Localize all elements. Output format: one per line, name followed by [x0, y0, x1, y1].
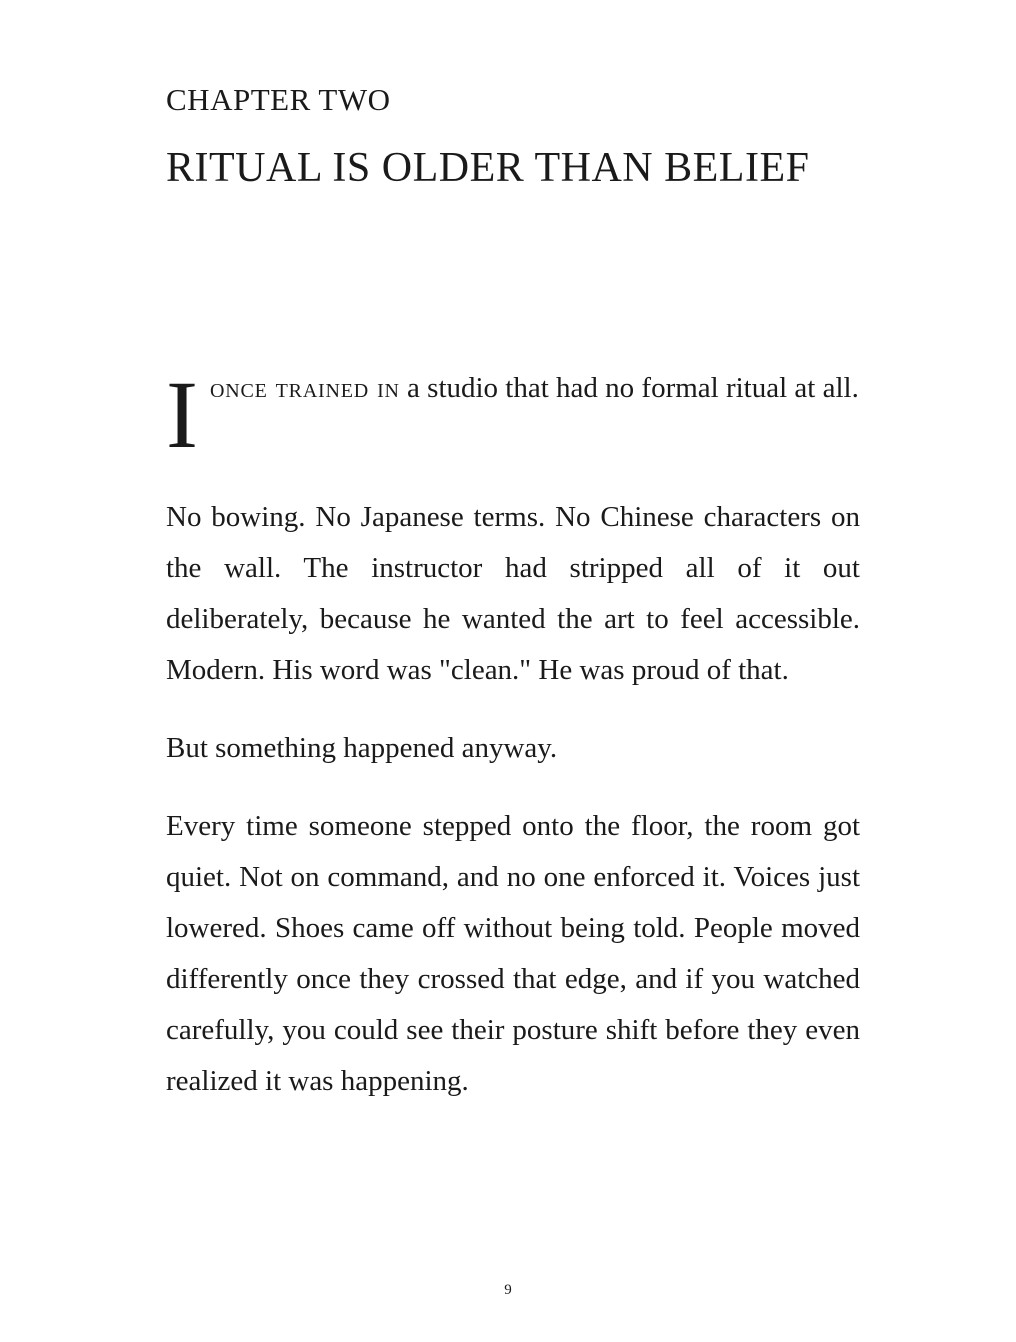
page-number: 9 — [504, 1282, 512, 1298]
lead-in-smallcaps: once trained in — [209, 372, 400, 404]
chapter-body — [166, 363, 860, 1134]
drop-cap: I — [166, 361, 198, 468]
paragraph: No bowing. No Japanese terms. No Chinese characters on the wall. The instructor had stripped all of it out deliberately, because he wanted the art to feel accessible. Modern. His word was "clean." He was proud of that. — [166, 501, 860, 686]
chapter-title: RITUAL IS OLDER THAN BELIEF — [166, 145, 810, 191]
opening-paragraph-text: a studio that had no formal ritual at all. — [399, 372, 859, 404]
chapter-label: CHAPTER TWO — [166, 82, 391, 117]
paragraph: But something happened anyway. — [166, 732, 558, 764]
paragraph: Every time someone stepped onto the floor, the room got quiet. Not on command, and no one enforced it. Voices just lowered. Shoes came off without being told. People moved differently once they crossed that edge, and if you watched carefully, you could see their posture shift before they even realized it was happening. — [166, 810, 860, 1097]
opening-paragraph — [166, 361, 860, 468]
